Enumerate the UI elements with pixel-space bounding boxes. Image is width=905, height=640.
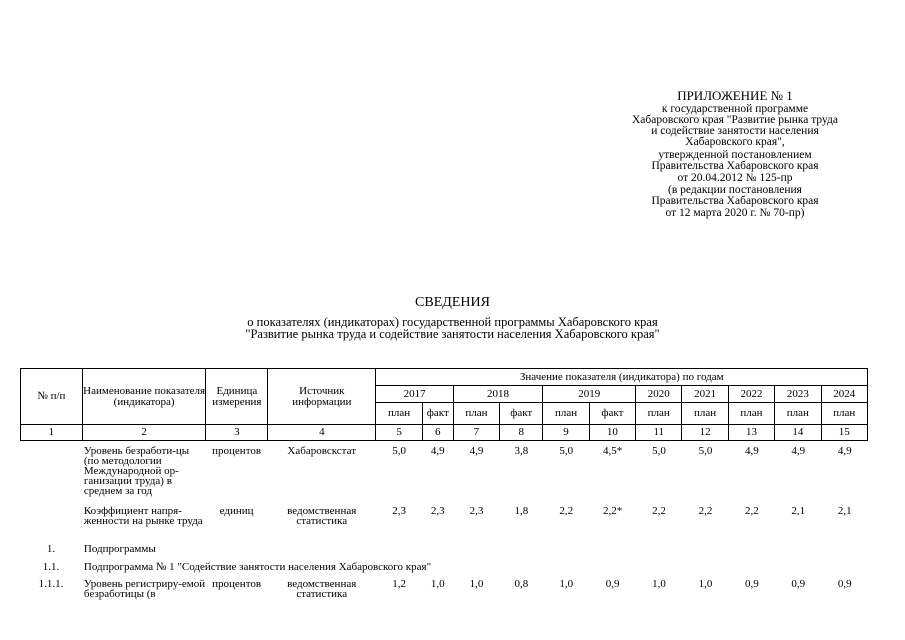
value-cell: 2,3 <box>469 505 484 517</box>
value-cell: 5,0 <box>559 445 574 457</box>
plan-label: план <box>728 403 774 425</box>
value-cell: 4,9 <box>791 445 806 457</box>
indicator-unit: процентов <box>212 445 262 457</box>
value-cell: 2,2 <box>698 505 713 517</box>
plan-label: план <box>453 403 499 425</box>
column-number: 5 <box>376 425 422 441</box>
value-cell: 5,0 <box>392 445 406 457</box>
header-number: № п/п <box>21 369 83 425</box>
value-cell: 2,2 <box>652 505 666 517</box>
table-row <box>20 544 868 562</box>
year-2023: 2023 <box>775 386 821 403</box>
approval-line: Хабаровского края "Развитие рынка труда <box>632 114 838 126</box>
column-number: 4 <box>268 425 376 441</box>
column-number: 3 <box>206 425 268 441</box>
indicator-name: Уровень безработи-цы (по методологии Международной ор-ганизации труда) в среднем за год <box>83 445 190 497</box>
column-number: 6 <box>422 425 453 441</box>
row-number: 1.1.1. <box>38 578 64 590</box>
value-cell: 0,8 <box>514 578 529 590</box>
year-2021: 2021 <box>682 386 728 403</box>
column-number: 8 <box>500 425 543 441</box>
plan-label: план <box>682 403 728 425</box>
plan-label: план <box>376 403 422 425</box>
column-number: 10 <box>589 425 635 441</box>
plan-label: план <box>543 403 589 425</box>
value-cell: 2,2 <box>559 505 574 517</box>
indicator-source: ведомственная статистика <box>287 578 357 600</box>
column-number: 7 <box>453 425 499 441</box>
approval-line: Правительства Хабаровского края <box>651 160 819 172</box>
column-number-row <box>21 425 868 441</box>
subtitle-line: о показателях (индикаторах) государственной программы Хабаровского края <box>247 315 658 329</box>
subprogram-heading: Подпрограмма № 1 "Содействие занятости населения Хабаровского края" <box>83 561 432 573</box>
value-cell: 0,9 <box>605 578 620 590</box>
year-2017: 2017 <box>376 386 453 403</box>
value-cell: 0,9 <box>745 578 759 590</box>
indicators-table-header <box>20 368 868 441</box>
value-cell: 0,9 <box>837 578 852 590</box>
fact-label: факт <box>422 403 453 425</box>
approval-line: утвержденной постановлением <box>658 149 812 161</box>
column-number: 1 <box>21 425 83 441</box>
value-cell: 1,0 <box>559 578 574 590</box>
approval-line: (в редакции постановления <box>668 184 802 196</box>
table-row <box>20 446 868 506</box>
value-cell: 4,9 <box>837 445 852 457</box>
value-cell: 5,0 <box>698 445 713 457</box>
approval-line: от 20.04.2012 № 125-пр <box>677 172 793 184</box>
fact-label: факт <box>589 403 635 425</box>
value-cell: 1,0 <box>469 578 484 590</box>
document-subtitle <box>0 316 905 340</box>
value-cell: 2,2* <box>602 505 623 517</box>
subtitle-line: "Развитие рынка труда и содействие занятости населения Хабаровского края" <box>245 327 660 341</box>
value-cell: 2,1 <box>837 505 852 517</box>
approval-line: к государственной программе <box>661 103 809 115</box>
approval-line: Хабаровского края", <box>685 136 785 148</box>
document-title: СВЕДЕНИЯ <box>415 295 490 310</box>
indicator-name: Коэффициент напря-женности на рынке труда <box>83 505 203 527</box>
header-values: Значение показателя (индикатора) по годам <box>376 369 868 386</box>
header-unit: Единица измерения <box>206 369 268 425</box>
fact-label: факт <box>500 403 543 425</box>
column-number: 12 <box>682 425 728 441</box>
year-2022: 2022 <box>728 386 774 403</box>
column-number: 13 <box>728 425 774 441</box>
indicator-unit: процентов <box>212 578 262 590</box>
column-number: 2 <box>82 425 206 441</box>
row-number: 1. <box>46 543 56 555</box>
value-cell: 4,5* <box>602 445 623 457</box>
row-number <box>20 446 82 506</box>
value-cell: 3,8 <box>514 445 529 457</box>
header-source: Источник информации <box>268 369 376 425</box>
value-cell: 4,9 <box>745 445 759 457</box>
indicator-name: Уровень регистриру-емой безработицы (в <box>83 578 206 600</box>
approval-line: Правительства Хабаровского края <box>651 195 819 207</box>
column-number: 9 <box>543 425 589 441</box>
table-row <box>20 506 868 544</box>
value-cell: 1,0 <box>652 578 666 590</box>
plan-label: план <box>821 403 868 425</box>
indicator-source: ведомственная статистика <box>287 505 357 527</box>
header-name: Наименование показателя (индикатора) <box>82 369 206 425</box>
row-number: 1.1. <box>42 561 60 573</box>
value-cell: 1,0 <box>430 578 445 590</box>
approval-line: от 12 марта 2020 г. № 70-пр) <box>665 207 805 219</box>
section-heading: Подпрограммы <box>83 543 156 555</box>
value-cell: 2,2 <box>745 505 759 517</box>
indicator-source: Хабаровскстат <box>287 445 357 457</box>
plan-label: план <box>775 403 821 425</box>
value-cell: 2,3 <box>430 505 445 517</box>
value-cell: 1,2 <box>392 578 406 590</box>
indicator-unit: единиц <box>219 505 254 517</box>
column-number: 14 <box>775 425 821 441</box>
table-row <box>20 562 868 579</box>
approval-block <box>600 88 870 219</box>
value-cell: 0,9 <box>791 578 806 590</box>
year-2024: 2024 <box>821 386 868 403</box>
year-2020: 2020 <box>636 386 682 403</box>
value-cell: 2,1 <box>791 505 806 517</box>
indicators-table-body <box>20 446 868 609</box>
approval-line: и содействие занятости населения <box>651 125 819 137</box>
value-cell: 4,9 <box>430 445 445 457</box>
value-cell: 5,0 <box>652 445 666 457</box>
row-number <box>20 506 82 544</box>
column-number: 15 <box>821 425 868 441</box>
value-cell: 4,9 <box>469 445 484 457</box>
year-2018: 2018 <box>453 386 543 403</box>
value-cell: 1,0 <box>698 578 713 590</box>
year-2019: 2019 <box>543 386 636 403</box>
plan-label: план <box>636 403 682 425</box>
table-row <box>20 579 868 609</box>
value-cell: 1,8 <box>514 505 529 517</box>
appendix-heading: ПРИЛОЖЕНИЕ № 1 <box>677 88 793 103</box>
column-number: 11 <box>636 425 682 441</box>
value-cell: 2,3 <box>392 505 406 517</box>
